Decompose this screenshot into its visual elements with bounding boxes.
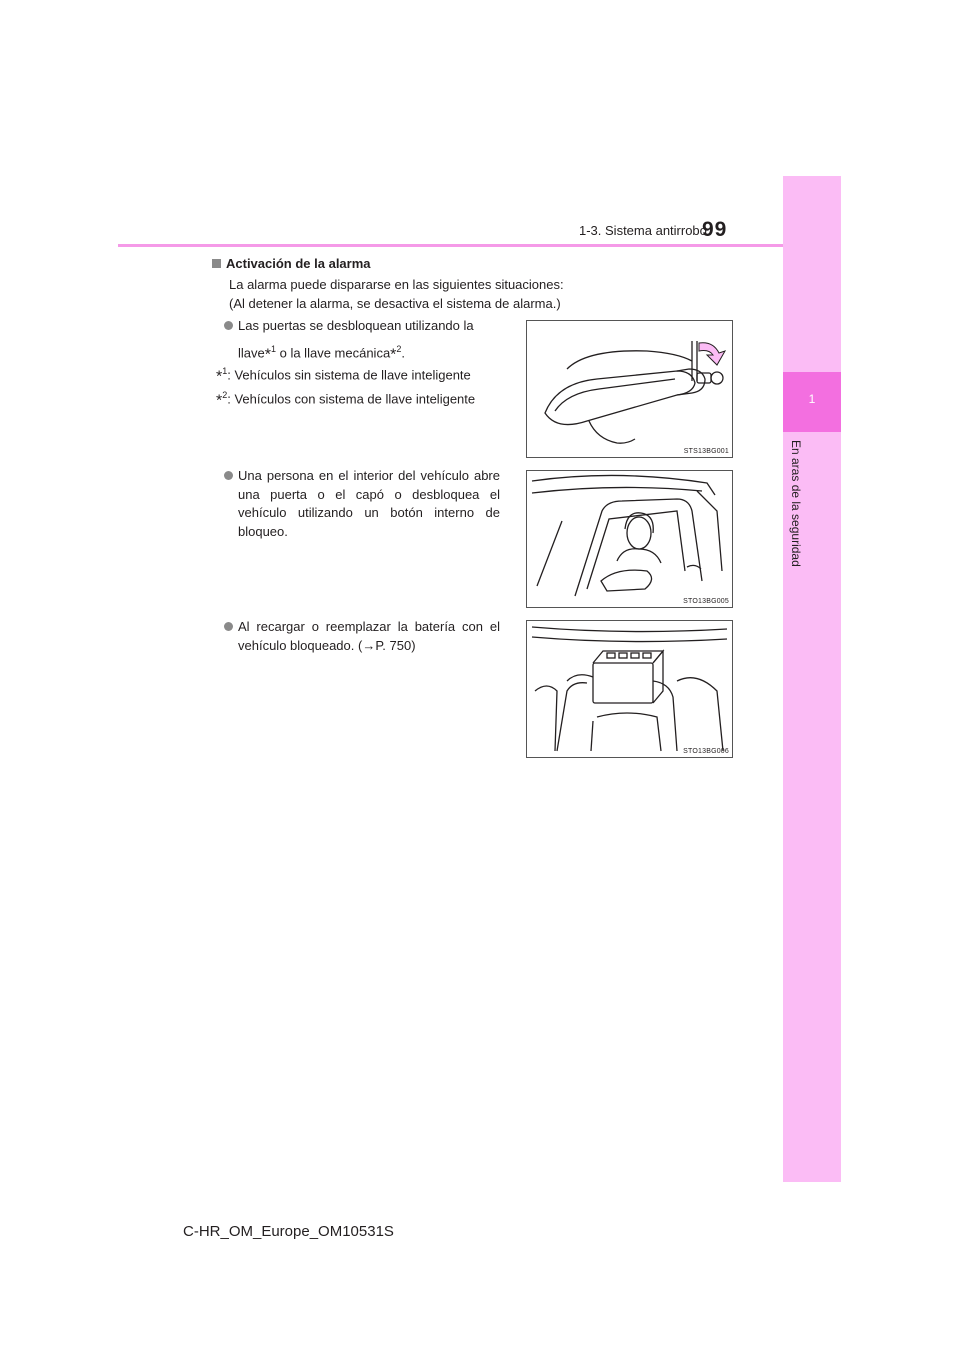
bullet-item-battery: Al recargar o reemplazar la batería con el vehículo bloqueado. (→P. 750) [238, 618, 500, 655]
battery-illustration [527, 621, 732, 757]
bullet-item-doors: Las puertas se desbloquean utilizando la llave*$^1$ o la llave mecánica*$^2$. [238, 317, 500, 364]
chapter-side-band [783, 176, 841, 1182]
bullet-item-interior: Una persona en el interior del vehículo abre una puerta o el capó o desbloquea el vehículo utilizando un botón interno de bloqueo. [238, 467, 500, 541]
footnote-1: *$^1$: Vehículos sin sistema de llave inteligente [216, 366, 471, 386]
figure-battery-replacement [526, 620, 733, 758]
figure-door-handle-key [526, 320, 733, 458]
intro-text: La alarma puede dispararse en las siguientes situaciones: (Al detener la alarma, se desactiva el sistema de alarma.) [229, 277, 564, 311]
chapter-title: En aras de la seguridad [789, 440, 803, 567]
section-title: 1-3. Sistema antirrobo [579, 223, 707, 238]
figure-code: STS13BG001 [683, 448, 729, 455]
square-bullet-icon [212, 259, 221, 268]
section-heading: Activación de la alarma [212, 256, 371, 271]
round-bullet-icon [224, 471, 233, 480]
page-number: 99 [702, 218, 728, 241]
footnote-2: *$^2$: Vehículos con sistema de llave inteligente [216, 390, 476, 410]
figure-person-in-vehicle [526, 470, 733, 608]
header-rule [118, 244, 783, 247]
chapter-number: 1 [808, 392, 816, 406]
vehicle-interior-illustration [527, 471, 732, 607]
round-bullet-icon [224, 622, 233, 631]
document-id: C-HR_OM_Europe_OM10531S [183, 1223, 394, 1240]
round-bullet-icon [224, 321, 233, 330]
door-handle-illustration [527, 321, 732, 457]
figure-code: STO13BG005 [683, 598, 729, 605]
figure-code: STO13BG006 [683, 748, 729, 755]
